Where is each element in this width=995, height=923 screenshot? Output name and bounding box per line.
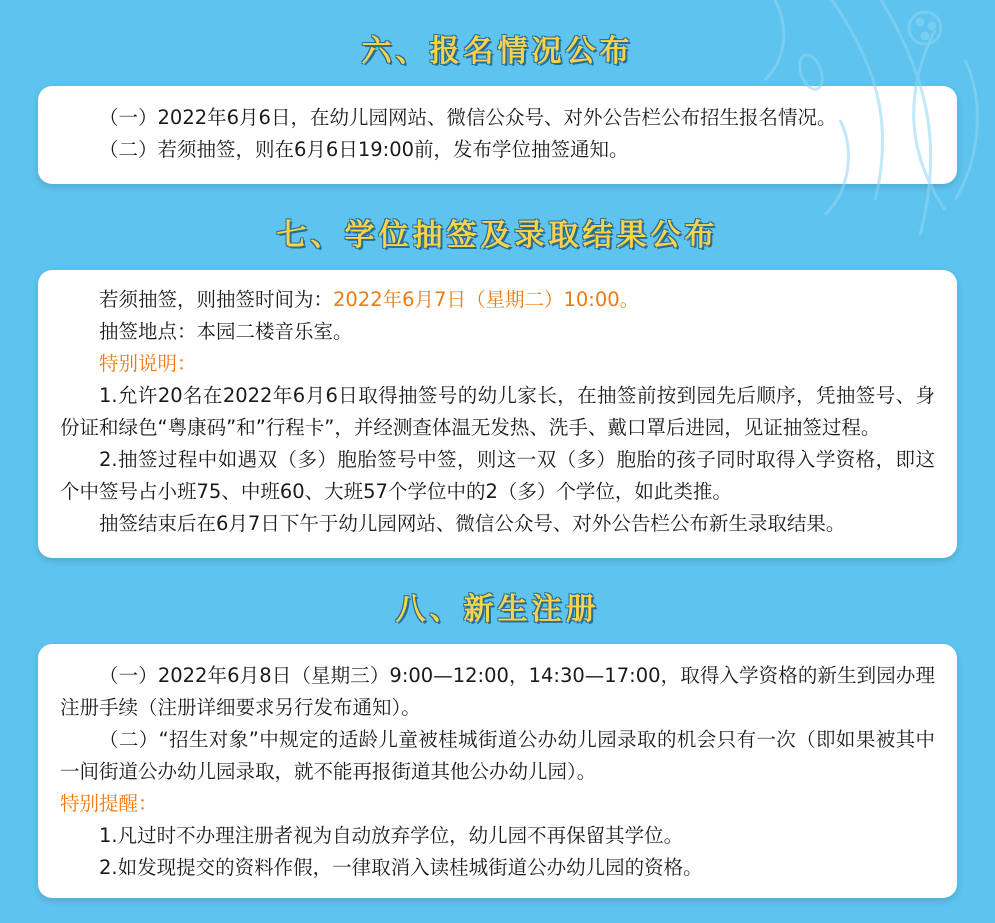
section8-paragraph-1: （一）2022年6月8日（星期三）9:00—12:00，14:30—17:00，取得入学资格的新生到园办理注册手续（注册详细要求另行发布通知）。 [60,664,935,719]
section7-time-prefix: 若须抽签，则抽签时间为： [99,288,334,311]
section7-time-highlight: 2022年6月7日（星期二）10:00。 [333,288,640,311]
section7-note-label: 特别说明： [99,352,197,375]
section7-closing: 抽签结束后在6月7日下午于幼儿园网站、微信公众号、对外公告栏公布新生录取结果。 [99,512,846,535]
section-heading-8: 八、新生注册 [395,592,600,627]
section-card-6 [38,86,957,184]
section8-item-1: 1.凡过时不办理注册者视为自动放弃学位，幼儿园不再保留其学位。 [99,824,684,847]
section7-item-1: 1.允许20名在2022年6月6日取得抽签号的幼儿家长，在抽签前按到园先后顺序，凭抽签号、身份证和绿色“粤康码”和”行程卡”，并经测查体温无发热、洗手、戴口罩后进园，见证抽签过程。 [60,384,935,439]
section8-paragraph-2: （二）“招生对象”中规定的适龄儿童被桂城街道公办幼儿园录取的机会只有一次（即如果被其中一间街道公办幼儿园录取，就不能再报街道其他公办幼儿园）。 [60,728,935,783]
section-card-8 [38,644,957,898]
section-heading-6: 六、报名情况公布 [361,34,634,69]
section7-item-2: 2.抽签过程中如遇双（多）胞胎签号中签，则这一双（多）胞胎的孩子同时取得入学资格，即这个中签号占小班75、中班60、大班57个学位中的2（多）个学位，如此类推。 [60,448,935,503]
section6-paragraph-2: （二）若须抽签，则在6月6日19:00前，发布学位抽签通知。 [99,138,629,161]
section7-time-line [60,284,935,316]
section8-item-2: 2.如发现提交的资料作假，一律取消入读桂城街道公办幼儿园的资格。 [99,856,703,879]
section7-location-line: 抽签地点：本园二楼音乐室。 [99,320,353,343]
section6-paragraph-1: （一）2022年6月6日，在幼儿园网站、微信公众号、对外公告栏公布招生报名情况。 [99,106,837,129]
section-heading-7: 七、学位抽签及录取结果公布 [276,218,719,253]
section-card-7 [38,270,957,558]
section8-note-label: 特别提醒： [60,792,158,815]
